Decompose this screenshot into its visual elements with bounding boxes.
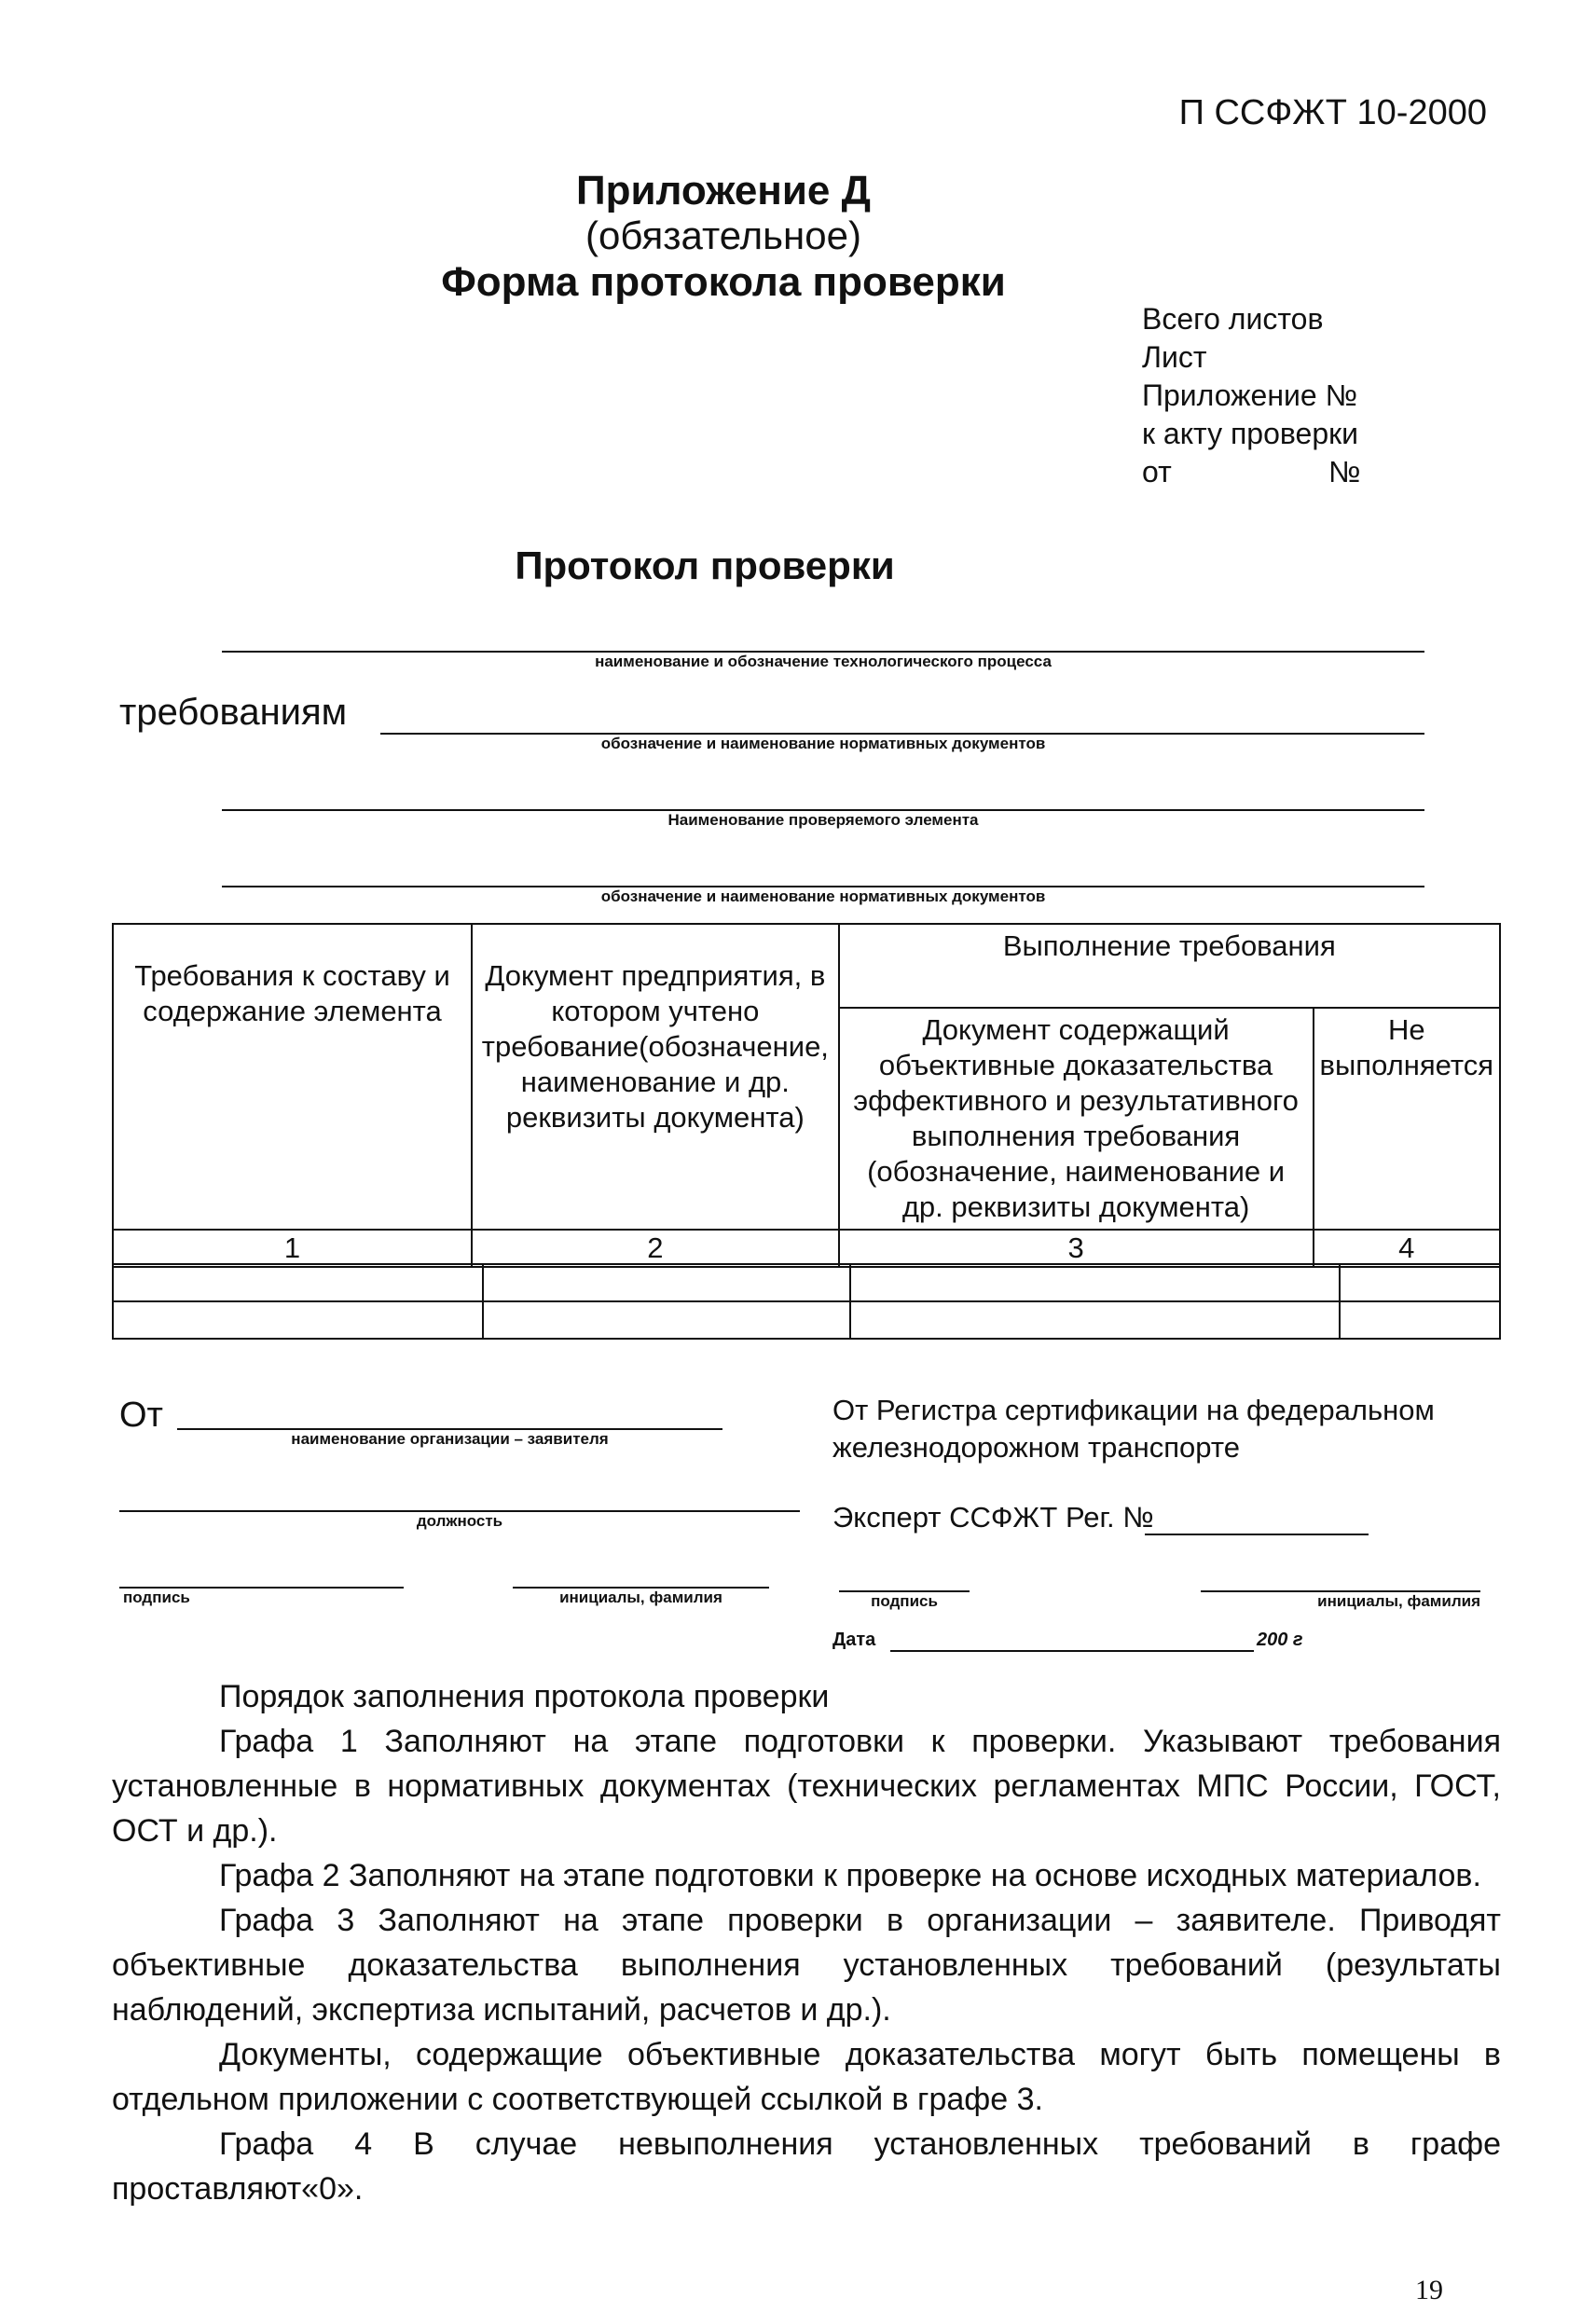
instructions [112,1674,1501,2211]
instruction-col2: Графа 2 Заполняют на этапе подготовки к проверке на основе исходных материалов. [219,1858,1481,1893]
initials-caption: инициалы, фамилия [559,1589,722,1606]
from-number-row [1142,453,1361,491]
year-label: 200 г [1257,1630,1303,1650]
col1-header: Требования к составу и содержание элемента [113,924,472,1230]
col-number-4: 4 [1314,1230,1500,1267]
normdocs-caption-2: обозначение и наименование нормативных документов [600,887,1046,905]
appendix-title: Приложение Д [576,168,871,213]
table-cell[interactable] [1340,1301,1500,1339]
instruction-col3: Графа 3 Заполняют на этапе проверки в организации – заявителе. Приводят объективные доказательства выполнения установленных требований (результаты наблюдений, экспертиза испытаний, расчетов и др.). [112,1903,1501,2028]
table-cell[interactable] [1340,1264,1500,1301]
date-label: Дата [832,1630,876,1650]
from-label: от [1142,455,1172,488]
table-cell[interactable] [483,1301,849,1339]
number-label: № [1328,455,1361,488]
col3-header: Документ содержащий объективные доказательства эффективного и результативного выполнения требования (обозначение, наименование и др. реквизиты документа) [839,1008,1314,1230]
expert-label: Эксперт ССФЖТ Рег. № [832,1501,1154,1534]
appendix-no-label: Приложение № [1142,378,1357,412]
page-number: 19 [1415,2275,1443,2305]
instruction-col4: Графа 4 В случае невыполнения установленных требований в графе проставляют«0». [112,2126,1501,2207]
table-row [113,1264,1500,1301]
col-number-3: 3 [839,1230,1314,1267]
from-label: От [119,1396,163,1435]
table-row [113,1301,1500,1339]
col2-header: Документ предприятия, в котором учтено требование(обозначение, наименование и др. реквизиты документа) [472,924,839,1230]
col-number-2: 2 [472,1230,839,1267]
title-block [0,168,1596,308]
position-caption: должность [416,1512,503,1530]
normdocs-caption: обозначение и наименование нормативных документов [600,735,1046,752]
total-sheets-label: Всего листов [1142,302,1324,336]
table-cell[interactable] [113,1301,483,1339]
table-cell[interactable] [113,1264,483,1301]
registry-text: От Регистра сертификации на федеральном железнодорожном транспорте [832,1394,1435,1464]
table-cell[interactable] [850,1264,1340,1301]
instruction-documents: Документы, содержащие объективные доказательства могут быть помещены в отдельном приложении с соответствующей ссылкой в графе 3. [112,2037,1501,2117]
protocol-table [112,923,1501,1268]
group-header: Выполнение требования [839,924,1500,1008]
org-caption: наименование организации – заявителя [291,1430,609,1448]
to-act-label: к акту проверки [1142,417,1358,450]
requirements-label: требованиям [119,692,348,733]
signature-caption-2: подпись [871,1592,938,1610]
instructions-title: Порядок заполнения протокола проверки [219,1679,830,1714]
sheet-info [1142,300,1361,491]
expert-reg-line[interactable] [1145,1534,1369,1535]
entry-table [112,1263,1501,1340]
document-code: П ССФЖТ 10-2000 [1178,93,1487,132]
protocol-title: Протокол проверки [515,543,895,587]
instruction-col1: Графа 1 Заполняют на этапе подготовки к проверки. Указывают требования установленные в нормативных документах (технических регламентах МПС России, ГОСТ, ОСТ и др.). [112,1724,1501,1849]
process-caption: наименование и обозначение технологического процесса [595,653,1052,670]
form-title: Форма протокола проверки [441,259,1006,305]
table-cell[interactable] [850,1301,1340,1339]
appendix-status: (обязательное) [585,213,861,257]
signature-caption: подпись [123,1589,190,1606]
sheet-label: Лист [1142,340,1207,374]
col4-header: Не выполняется [1314,1008,1500,1230]
col-number-1: 1 [113,1230,472,1267]
initials-caption-2: инициалы, фамилия [1317,1592,1480,1610]
table-cell[interactable] [483,1264,849,1301]
date-line[interactable] [890,1650,1254,1652]
element-caption: Наименование проверяемого элемента [667,811,979,829]
